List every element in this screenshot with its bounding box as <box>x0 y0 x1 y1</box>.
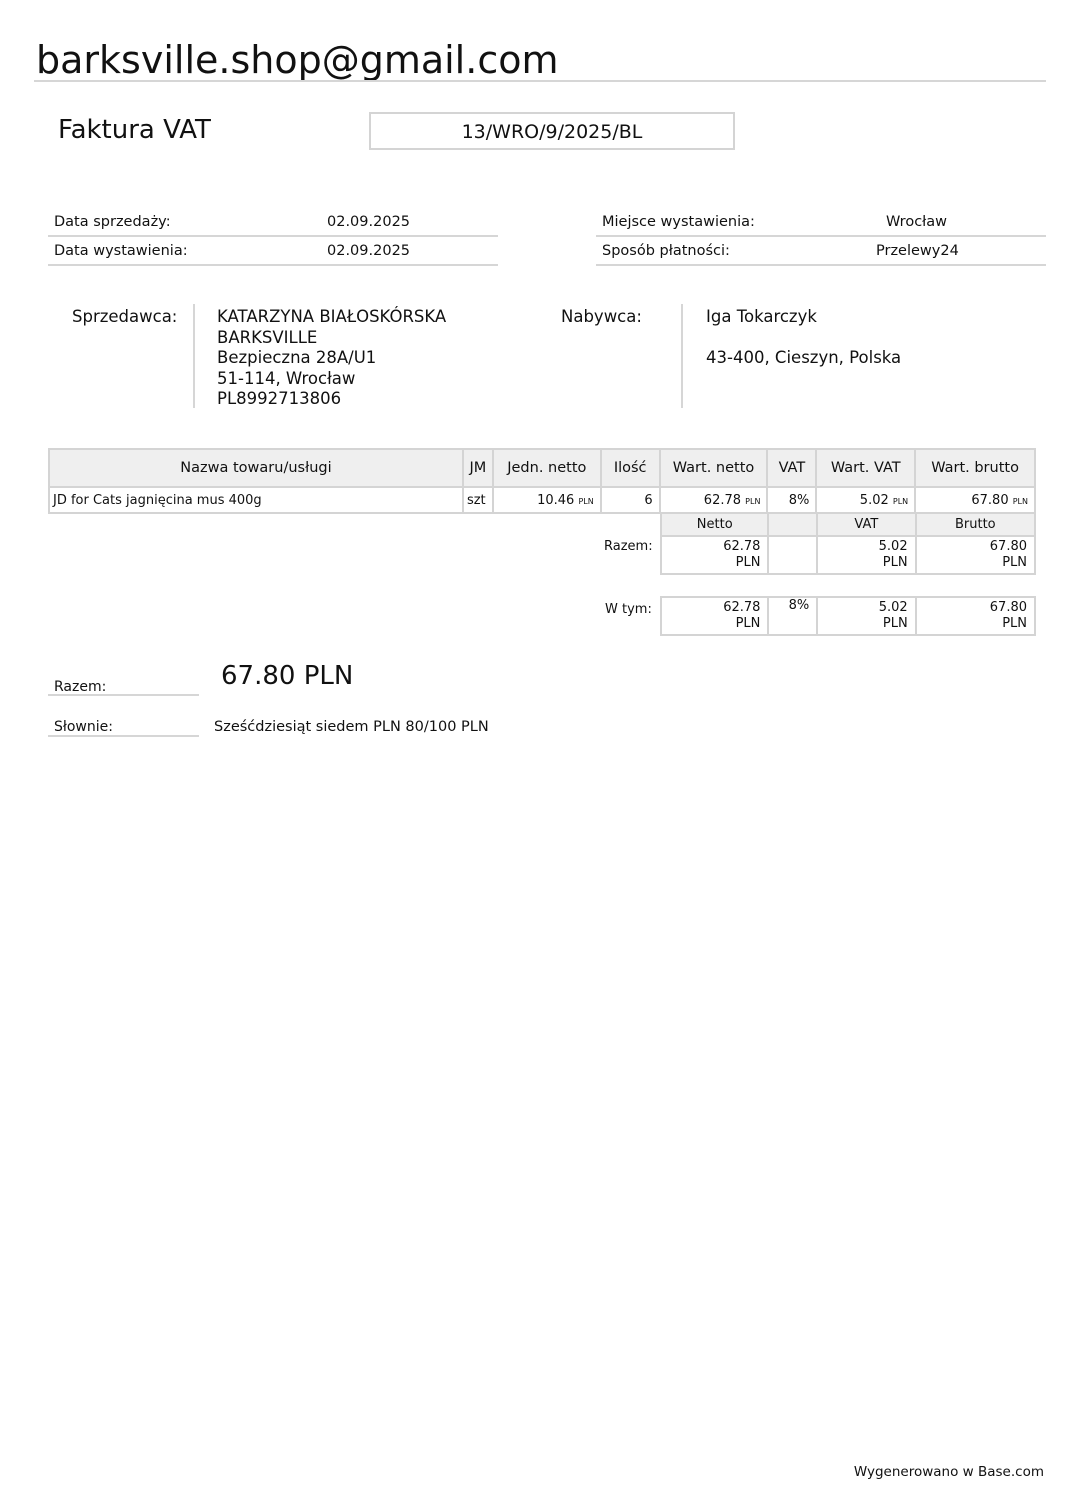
item-unit: szt <box>463 487 493 513</box>
meta-divider <box>596 235 1046 237</box>
summary-total-net <box>661 536 768 574</box>
summary-total-row <box>661 536 1035 574</box>
item-unit-net <box>493 487 601 513</box>
summary-header: Netto <box>661 513 768 536</box>
currency: PLN <box>1002 555 1027 570</box>
sale-date-label: Data sprzedaży: <box>54 214 171 230</box>
item-gross <box>915 487 1035 513</box>
breakdown-table <box>660 596 1036 636</box>
buyer-line <box>706 328 901 349</box>
column-header: JM <box>463 449 493 487</box>
summary-value: 62.78 <box>723 539 761 554</box>
breakdown-value: 5.02 <box>878 600 908 615</box>
payment-value: Przelewy24 <box>876 243 959 259</box>
item-gross-value: 67.80 <box>971 492 1009 508</box>
currency: PLN <box>892 496 909 506</box>
breakdown-gross <box>916 597 1035 635</box>
meta-divider <box>48 235 498 237</box>
currency: PLN <box>745 496 761 506</box>
item-vat-value: 5.02 <box>859 492 889 508</box>
summary-total-gross <box>916 536 1035 574</box>
header-divider <box>34 80 1046 82</box>
currency: PLN <box>1002 616 1027 631</box>
grand-total-label: Razem: <box>54 679 107 695</box>
seller-divider <box>193 304 195 408</box>
item-vat-rate: 8% <box>767 487 816 513</box>
column-header: Wart. brutto <box>915 449 1035 487</box>
summary-header: Brutto <box>916 513 1035 536</box>
seller-line: 51-114, Wrocław <box>217 368 356 388</box>
column-header: Nazwa towaru/usługi <box>49 449 463 487</box>
document-title: Faktura VAT <box>58 115 211 145</box>
place-label: Miejsce wystawienia: <box>602 214 755 230</box>
summary-header-empty <box>768 513 817 536</box>
currency: PLN <box>882 555 908 570</box>
amount-in-words-label: Słownie: <box>54 719 113 735</box>
breakdown-value: 67.80 <box>989 600 1027 615</box>
words-underline <box>48 735 199 737</box>
currency: PLN <box>735 616 761 631</box>
summary-table <box>660 512 1036 575</box>
currency: PLN <box>1012 496 1028 506</box>
seller-address <box>217 307 446 410</box>
meta-divider <box>48 264 498 266</box>
item-qty: 6 <box>601 487 660 513</box>
breakdown-label: W tym: <box>605 602 652 617</box>
item-name: JD for Cats jagnięcina mus 400g <box>49 487 463 513</box>
breakdown-rate: 8% <box>768 597 817 635</box>
issue-date-label: Data wystawienia: <box>54 243 188 259</box>
total-underline <box>48 694 199 696</box>
grand-total-value: 67.80 PLN <box>221 661 354 691</box>
meta-divider <box>596 264 1046 266</box>
breakdown-row <box>661 597 1035 635</box>
table-row <box>49 487 1035 513</box>
seller-line: Bezpieczna 28A/U1 <box>217 348 377 367</box>
place-value: Wrocław <box>886 214 948 230</box>
seller-label: Sprzedawca: <box>72 307 178 326</box>
payment-label: Sposób płatności: <box>602 243 730 259</box>
currency: PLN <box>735 555 761 570</box>
item-net-value: 62.78 <box>703 492 742 508</box>
sale-date-value: 02.09.2025 <box>327 214 411 230</box>
column-header: Ilość <box>601 449 660 487</box>
items-table <box>48 448 1036 514</box>
summary-header-row <box>661 513 1035 536</box>
items-header-row <box>49 449 1035 487</box>
summary-value: 67.80 <box>989 539 1027 554</box>
breakdown-vat <box>817 597 915 635</box>
currency: PLN <box>578 496 594 506</box>
summary-total-vat <box>817 536 915 574</box>
amount-in-words: Sześćdziesiąt siedem PLN 80/100 PLN <box>214 719 489 735</box>
item-net <box>660 487 768 513</box>
breakdown-value: 62.78 <box>723 600 761 615</box>
buyer-divider <box>681 304 683 408</box>
buyer-label: Nabywca: <box>561 307 642 326</box>
seller-line: BARKSVILLE <box>217 327 318 347</box>
buyer-line: Iga Tokarczyk <box>706 307 817 326</box>
issue-date-value: 02.09.2025 <box>327 243 411 259</box>
invoice-number: 13/WRO/9/2025/BL <box>369 112 735 150</box>
item-vat <box>816 487 915 513</box>
column-header: Wart. netto <box>660 449 768 487</box>
summary-value: 5.02 <box>878 539 908 554</box>
seller-line: KATARZYNA BIAŁOSKÓRSKA <box>217 307 447 326</box>
summary-total-rate-empty <box>768 536 817 574</box>
item-unit-net-value: 10.46 <box>537 492 575 508</box>
currency: PLN <box>882 616 908 631</box>
buyer-address <box>706 307 901 369</box>
column-header: VAT <box>767 449 816 487</box>
column-header: Jedn. netto <box>493 449 601 487</box>
seller-line: PL8992713806 <box>217 389 342 408</box>
column-header: Wart. VAT <box>816 449 915 487</box>
summary-header: VAT <box>817 513 915 536</box>
breakdown-net <box>661 597 768 635</box>
buyer-line: 43-400, Cieszyn, Polska <box>706 348 902 367</box>
summary-total-label: Razem: <box>604 539 653 554</box>
footer-generated-by: Wygenerowano w Base.com <box>853 1464 1044 1480</box>
seller-email: barksville.shop@gmail.com <box>36 38 559 82</box>
